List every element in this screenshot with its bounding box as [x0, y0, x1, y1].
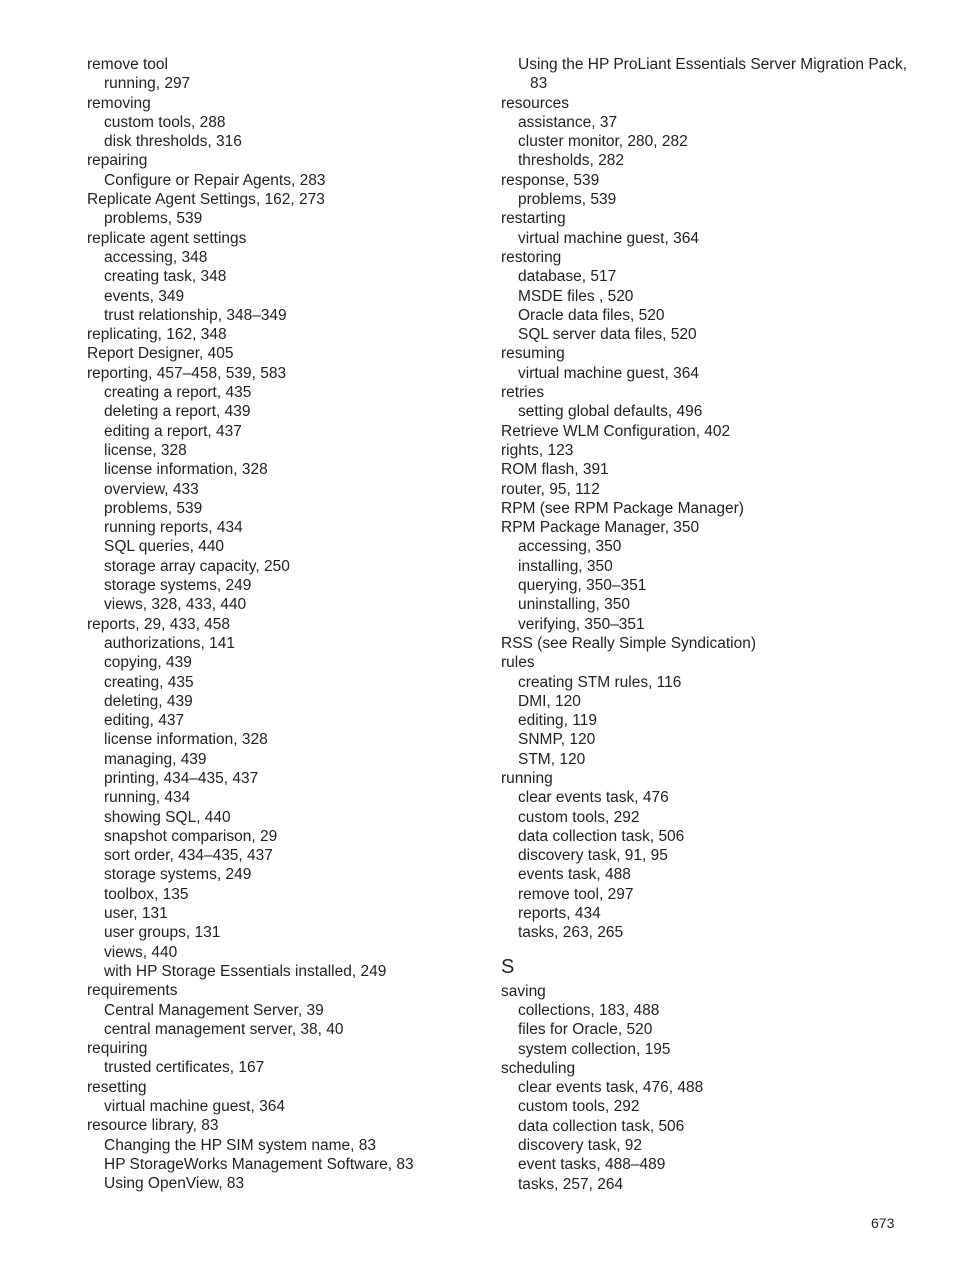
index-column-right: [501, 55, 911, 1194]
index-subentry: discovery task, 91, 95: [518, 847, 668, 865]
index-subentry: with HP Storage Essentials installed, 249: [104, 962, 387, 980]
index-subentry: events, 349: [104, 287, 185, 305]
index-subentry: creating task, 348: [104, 268, 227, 286]
index-subentry: showing SQL, 440: [104, 808, 231, 826]
index-subentry: custom tools, 292: [518, 1098, 640, 1116]
index-entry: reports, 29, 433, 458: [87, 615, 231, 633]
index-subentry: virtual machine guest, 364: [104, 1098, 285, 1116]
index-subentry: disk thresholds, 316: [104, 133, 242, 151]
index-entry: response, 539: [501, 171, 600, 189]
index-subentry: copying, 439: [104, 654, 192, 672]
index-entry: RSS (see Really Simple Syndication): [501, 634, 756, 652]
index-subentry: HP StorageWorks Management Software, 83: [104, 1155, 414, 1173]
index-subentry: Using OpenView, 83: [104, 1175, 245, 1193]
index-subentry: clear events task, 476: [518, 789, 669, 807]
index-entry: restoring: [501, 248, 562, 266]
index-subentry: storage systems, 249: [104, 866, 252, 884]
index-subentry: SQL server data files, 520: [518, 326, 697, 344]
index-entry: resource library, 83: [87, 1117, 219, 1135]
index-subentry: SQL queries, 440: [104, 538, 225, 556]
index-subentry: license information, 328: [104, 731, 268, 749]
index-subentry: database, 517: [518, 268, 617, 286]
index-subentry: custom tools, 292: [518, 808, 640, 826]
index-entry: Retrieve WLM Configuration, 402: [501, 422, 731, 440]
index-entry: repairing: [87, 152, 148, 170]
index-subentry: verifying, 350–351: [518, 615, 645, 633]
index-subentry: custom tools, 288: [104, 113, 226, 131]
index-subentry: printing, 434–435, 437: [104, 769, 259, 787]
index-subentry: running, 434: [104, 789, 191, 807]
index-entry: Report Designer, 405: [87, 345, 234, 363]
index-subentry: data collection task, 506: [518, 827, 685, 845]
index-entry: removing: [87, 94, 151, 112]
index-subentry: 83: [530, 75, 548, 93]
index-subentry: installing, 350: [518, 557, 613, 575]
index-subentry: views, 328, 433, 440: [104, 596, 247, 614]
index-subentry: deleting a report, 439: [104, 403, 251, 421]
index-entry: requiring: [87, 1040, 148, 1058]
index-subentry: Changing the HP SIM system name, 83: [104, 1136, 376, 1154]
index-subentry: MSDE files , 520: [518, 287, 634, 305]
index-subentry: cluster monitor, 280, 282: [518, 133, 688, 151]
index-subentry: Oracle data files, 520: [518, 306, 665, 324]
index-subentry: license, 328: [104, 441, 187, 459]
index-subentry: running reports, 434: [104, 519, 243, 537]
index-subentry: tasks, 257, 264: [518, 1175, 624, 1193]
index-subentry: views, 440: [104, 943, 178, 961]
index-subentry: storage array capacity, 250: [104, 557, 290, 575]
index-entry: saving: [501, 982, 546, 1000]
index-subentry: collections, 183, 488: [518, 1001, 660, 1019]
index-subentry: setting global defaults, 496: [518, 403, 703, 421]
index-subentry: reports, 434: [518, 905, 601, 923]
index-subentry: running, 297: [104, 75, 191, 93]
index-subentry: event tasks, 488–489: [518, 1156, 666, 1174]
index-entry: resources: [501, 94, 570, 112]
index-column-left: [87, 55, 487, 1194]
index-subentry: overview, 433: [104, 480, 199, 498]
index-subentry: problems, 539: [518, 191, 617, 209]
index-entry: reporting, 457–458, 539, 583: [87, 364, 287, 382]
index-entry: resuming: [501, 345, 565, 363]
index-subentry: SNMP, 120: [518, 731, 596, 749]
index-subentry: tasks, 263, 265: [518, 924, 624, 942]
index-entry: replicating, 162, 348: [87, 326, 227, 344]
index-subentry: system collection, 195: [518, 1040, 671, 1058]
index-subentry: creating, 435: [104, 673, 194, 691]
index-subentry: user, 131: [104, 905, 168, 923]
index-entry: restarting: [501, 210, 566, 228]
index-subentry: thresholds, 282: [518, 152, 624, 170]
index-subentry: creating STM rules, 116: [518, 673, 682, 691]
index-entry: running: [501, 769, 553, 787]
index-subentry: problems, 539: [104, 210, 203, 228]
index-subentry: trust relationship, 348–349: [104, 306, 287, 324]
index-entry: replicate agent settings: [87, 229, 247, 247]
index-subentry: files for Oracle, 520: [518, 1021, 653, 1039]
index-subentry: STM, 120: [518, 750, 586, 768]
index-subentry: editing a report, 437: [104, 422, 242, 440]
index-subentry: virtual machine guest, 364: [518, 229, 699, 247]
index-subentry: editing, 437: [104, 712, 185, 730]
index-subentry: editing, 119: [518, 712, 597, 730]
index-entry: requirements: [87, 982, 178, 1000]
index-entry: rules: [501, 654, 535, 672]
index-subentry: authorizations, 141: [104, 634, 235, 652]
index-subentry: uninstalling, 350: [518, 596, 631, 614]
index-entry: resetting: [87, 1078, 147, 1096]
index-entry: retries: [501, 384, 545, 402]
index-subentry: toolbox, 135: [104, 885, 189, 903]
index-entry: RPM Package Manager, 350: [501, 519, 700, 537]
index-subentry: accessing, 350: [518, 538, 622, 556]
index-subentry: assistance, 37: [518, 113, 618, 131]
index-subentry: license information, 328: [104, 461, 268, 479]
index-subentry: accessing, 348: [104, 248, 208, 266]
page-number: 673: [871, 1215, 895, 1231]
index-subentry: discovery task, 92: [518, 1137, 643, 1155]
index-subentry: data collection task, 506: [518, 1117, 685, 1135]
index-subentry: storage systems, 249: [104, 577, 252, 595]
index-subentry: sort order, 434–435, 437: [104, 847, 273, 865]
index-subentry: querying, 350–351: [518, 577, 647, 595]
index-entry: router, 95, 112: [501, 480, 600, 498]
index-subentry: managing, 439: [104, 750, 207, 768]
index-subentry: clear events task, 476, 488: [518, 1079, 704, 1097]
index-subentry: DMI, 120: [518, 692, 581, 710]
index-subentry: Using the HP ProLiant Essentials Server Migration Pack,: [518, 56, 908, 73]
index-entry: remove tool: [87, 56, 168, 73]
index-subentry: virtual machine guest, 364: [518, 364, 699, 382]
index-entry: ROM flash, 391: [501, 461, 609, 479]
index-entry: rights, 123: [501, 441, 574, 459]
index-subentry: problems, 539: [104, 499, 203, 517]
index-subentry: deleting, 439: [104, 692, 193, 710]
index-subentry: creating a report, 435: [104, 384, 252, 402]
index-subentry: trusted certificates, 167: [104, 1059, 265, 1077]
index-entry: scheduling: [501, 1059, 576, 1077]
index-subentry: events task, 488: [518, 866, 631, 884]
index-entry: Replicate Agent Settings, 162, 273: [87, 191, 325, 209]
index-subentry: Configure or Repair Agents, 283: [104, 171, 326, 189]
index-letter-heading: S: [501, 955, 515, 978]
index-entry: RPM (see RPM Package Manager): [501, 499, 744, 517]
index-subentry: Central Management Server, 39: [104, 1001, 324, 1019]
index-subentry: central management server, 38, 40: [104, 1020, 344, 1038]
index-subentry: remove tool, 297: [518, 885, 634, 903]
index-subentry: snapshot comparison, 29: [104, 827, 278, 845]
index-subentry: user groups, 131: [104, 924, 221, 942]
